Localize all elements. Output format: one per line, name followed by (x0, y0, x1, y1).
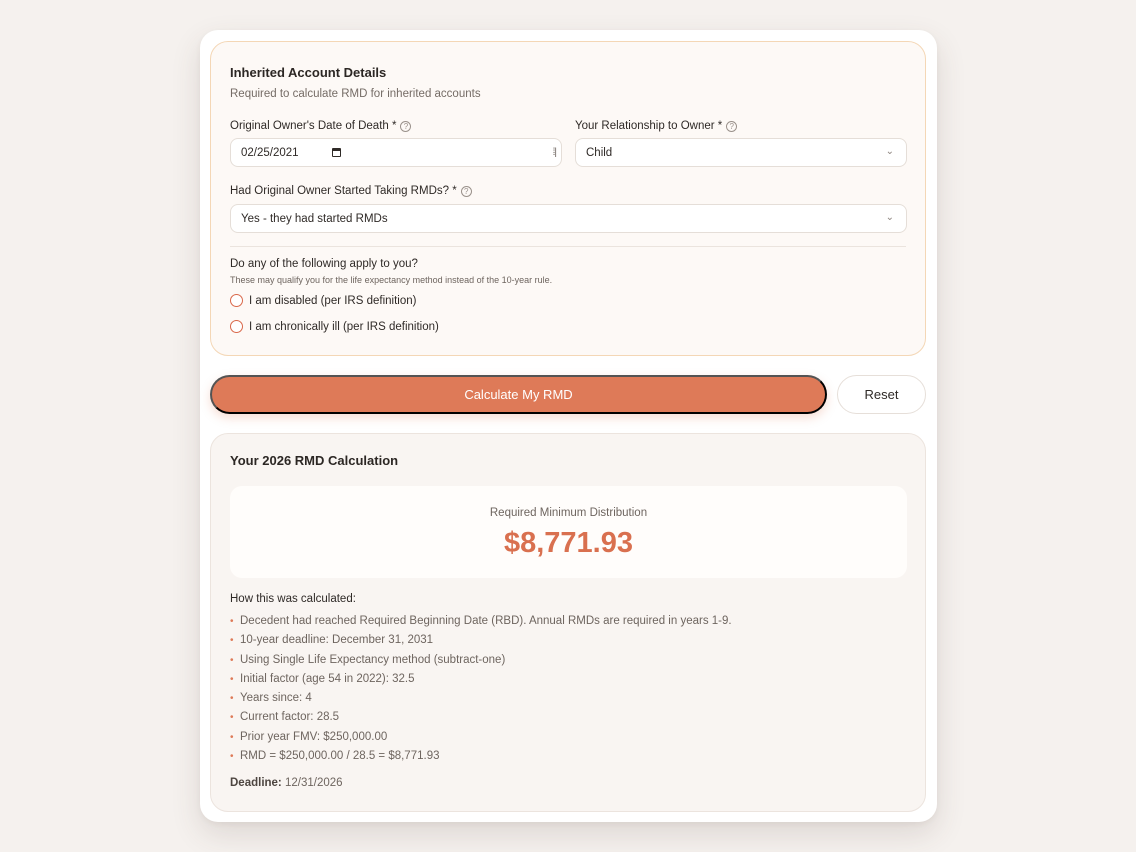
calculation-steps (230, 612, 732, 766)
rmd-label: Required Minimum Distribution (489, 507, 648, 519)
inherited-account-panel (210, 41, 926, 356)
calculate-button[interactable]: Calculate My RMD (210, 375, 827, 414)
calculation-heading: How this was calculated: (230, 593, 356, 605)
disabled-option[interactable]: I am disabled (per IRS definition) (230, 294, 416, 307)
list-item: • Current factor: 28.5 (230, 708, 732, 727)
bullet-icon: • (230, 751, 234, 763)
spinner-icon[interactable]: ⁞| (552, 147, 556, 158)
disabled-checkbox[interactable] (230, 294, 243, 307)
list-item: • 10-year deadline: December 31, 2031 (230, 631, 732, 650)
bullet-icon: • (230, 616, 234, 627)
list-item: • Decedent had reached Required Beginning Date (RBD). Annual RMDs are required in years 1-9. (230, 612, 732, 631)
reset-button[interactable]: Reset (837, 375, 926, 414)
list-item: • RMD = $250,000.00 / 28.5 = $8,771.93 (230, 747, 732, 766)
section-subtitle: Required to calculate RMD for inherited accounts (230, 88, 481, 100)
relationship-label: Your Relationship to Owner * ? (575, 120, 737, 132)
death-date-label: Original Owner's Date of Death * ? (230, 120, 411, 132)
started-rmds-select[interactable]: Yes - they had started RMDs ⌄ (230, 204, 907, 233)
apply-note: These may qualify you for the life expectancy method instead of the 10-year rule. (230, 275, 553, 285)
divider (230, 246, 906, 247)
list-item: • Years since: 4 (230, 689, 732, 708)
apply-question: Do any of the following apply to you? (230, 258, 418, 270)
started-rmds-label: Had Original Owner Started Taking RMDs? * ? (230, 185, 472, 197)
list-item: • Initial factor (age 54 in 2022): 32.5 (230, 670, 732, 689)
bullet-icon: • (230, 654, 234, 666)
chevron-down-icon: ⌄ (885, 146, 894, 157)
rmd-summary-box (230, 486, 907, 578)
rmd-result-panel (210, 433, 926, 812)
list-item: • Prior year FMV: $250,000.00 (230, 728, 732, 747)
bullet-icon: • (230, 693, 234, 705)
bullet-icon: • (230, 712, 234, 724)
bullet-icon: • (230, 731, 234, 743)
section-title: Inherited Account Details (230, 65, 387, 80)
calendar-icon[interactable] (332, 148, 341, 157)
deadline: Deadline: 12/31/2026 (230, 777, 343, 789)
help-icon[interactable]: ? (400, 121, 411, 132)
help-icon[interactable]: ? (726, 121, 737, 132)
rmd-amount: $8,771.93 (503, 527, 633, 559)
relationship-select[interactable]: Child ⌄ (575, 138, 907, 167)
rmd-calculator-card (200, 30, 937, 822)
bullet-icon: • (230, 673, 234, 685)
result-title: Your 2026 RMD Calculation (230, 453, 399, 468)
chronically-ill-checkbox[interactable] (230, 320, 243, 333)
bullet-icon: • (230, 635, 234, 647)
list-item: • Using Single Life Expectancy method (subtract-one) (230, 651, 732, 670)
help-icon[interactable]: ? (461, 186, 472, 197)
chevron-down-icon: ⌄ (885, 212, 894, 223)
chronically-ill-option[interactable]: I am chronically ill (per IRS definition) (230, 320, 439, 333)
death-date-input[interactable]: 02/25/2021 ⁞| (230, 138, 562, 167)
